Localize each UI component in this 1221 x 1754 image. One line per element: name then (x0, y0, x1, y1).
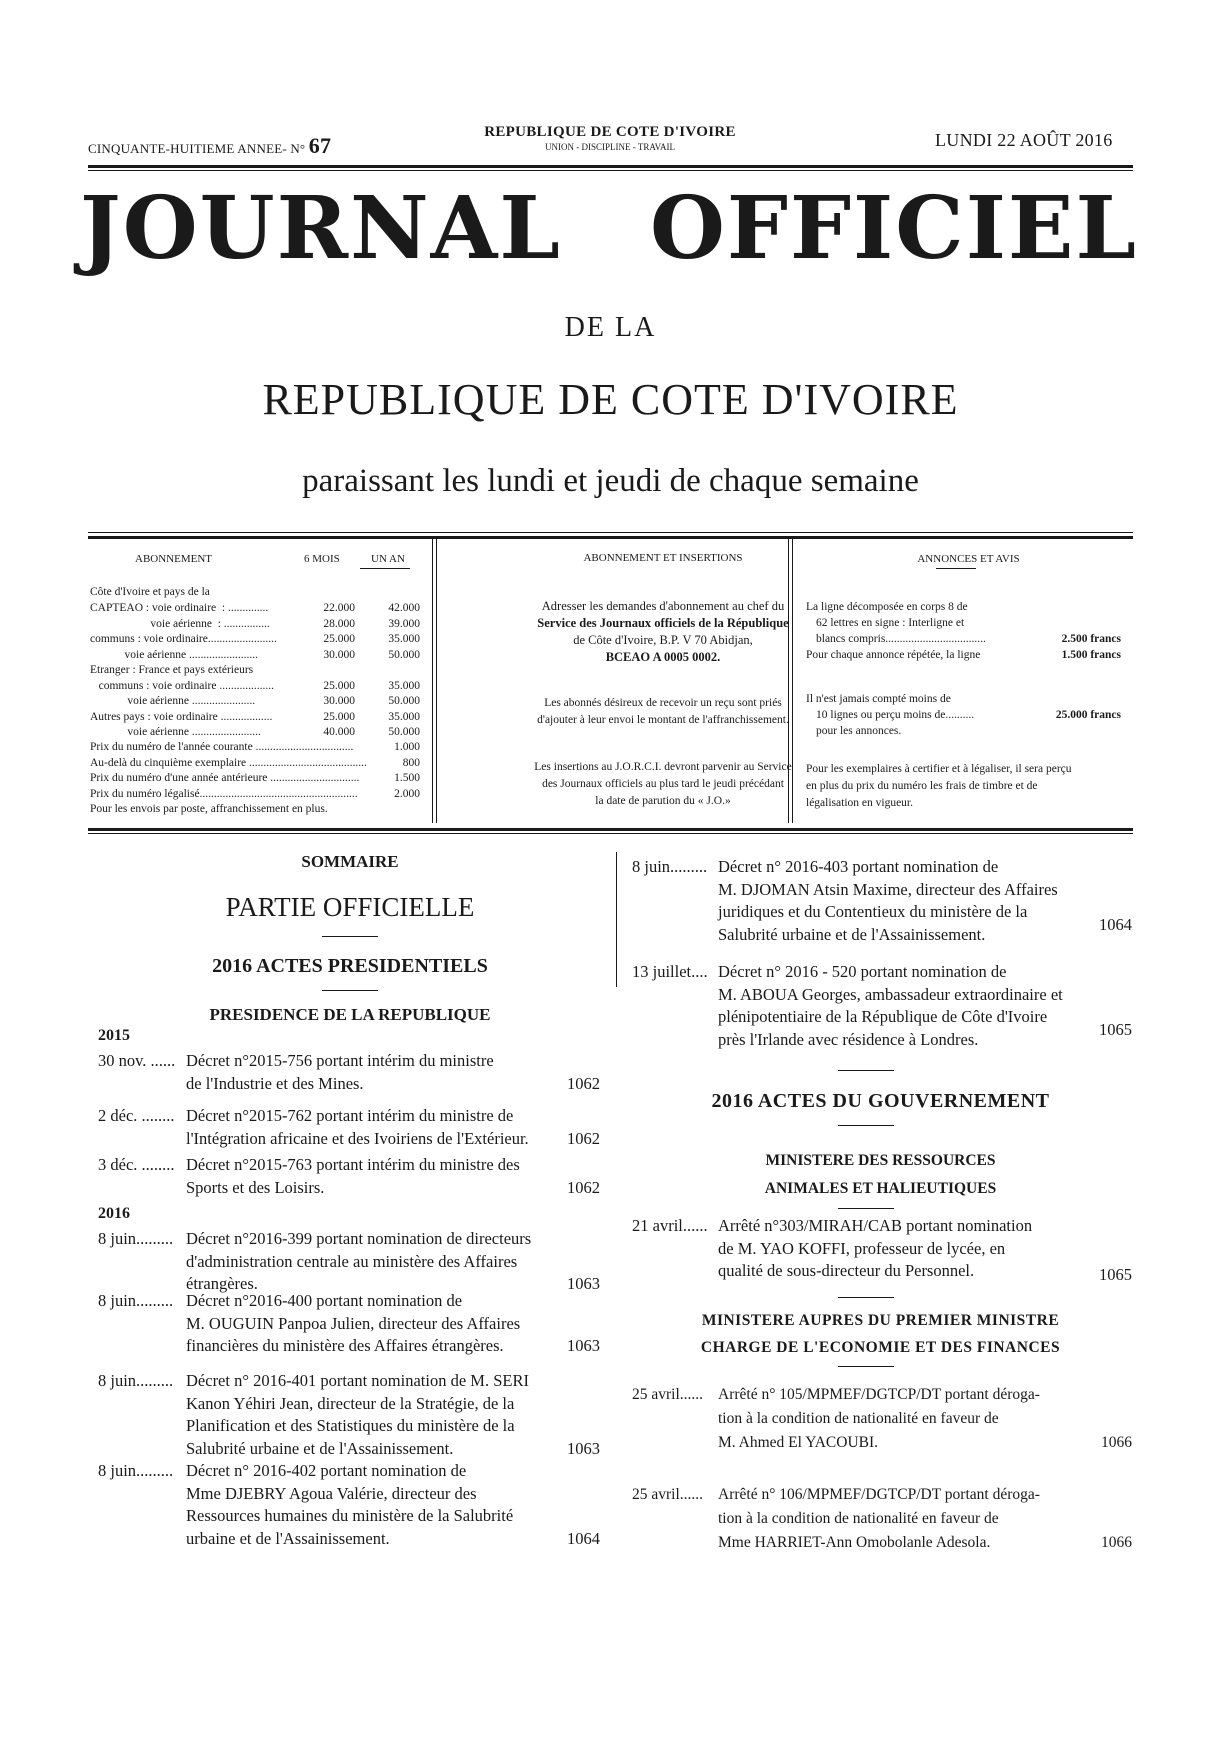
rate-6mois: 25.000 (323, 633, 355, 645)
insertions-p1-d: BCEAO A 0005 0002. (605, 650, 721, 664)
subscription-box (90, 538, 1133, 828)
rate-label: communs : voie ordinaire........................ (90, 633, 277, 645)
entry-page: 1066 (1101, 1534, 1132, 1551)
entry-line: Décret n°2016-400 portant nomination de (186, 1291, 463, 1310)
rate-label: voie aérienne ...................... (90, 695, 256, 707)
box-separator-2 (788, 538, 793, 823)
insertions-p3-b: des Journaux officiels au plus tard le jeudi précédant (542, 778, 784, 790)
entry-page: 1063 (567, 1336, 600, 1355)
rate-6mois: 22.000 (323, 602, 355, 614)
entry-text (186, 1290, 546, 1358)
entry-date: 8 juin......... (98, 1461, 174, 1480)
entry-date: 3 déc. ........ (98, 1155, 175, 1174)
entry-line: de M. YAO KOFFI, professeur de lycée, en (718, 1238, 1006, 1258)
entry-date: 25 avril...... (632, 1486, 704, 1503)
box-bottom-rule (88, 828, 1133, 831)
entry-page: 1063 (567, 1438, 600, 1458)
annonce-l6: 10 lignes ou perçu moins de.......... (816, 709, 975, 721)
masthead-parution: paraissant les lundi et jeudi de chaque semaine (302, 463, 919, 499)
rate-unan: 35.000 (388, 679, 420, 692)
entry-line: près l'Irlande avec résidence à Londres. (718, 1029, 979, 1049)
insertions-p2-a: Les abonnés désireux de recevoir un reçu sont priés (544, 697, 782, 709)
insertions-p1-c: de Côte d'Ivoire, B.P. V 70 Abidjan, (573, 633, 753, 647)
header-center (430, 124, 790, 152)
edition-label: CINQUANTE-HUITIEME ANNEE- N° (88, 141, 306, 156)
header-rule-thin (88, 170, 1133, 171)
min2-rule (838, 1366, 894, 1367)
rate-label: Autres pays : voie ordinaire .................. (90, 710, 273, 723)
entry-line: M. ABOUA Georges, ambassadeur extraordinaire et (718, 984, 1063, 1004)
entry-line: étrangères. (186, 1274, 258, 1293)
masthead-de-la: DE LA (564, 312, 657, 343)
entry-text (186, 1154, 546, 1199)
entry-line: Kanon Yéhiri Jean, directeur de la Stratégie, de la (186, 1393, 515, 1413)
ministere-economie-b: CHARGE DE L'ECONOMIE ET DES FINANCES (700, 1339, 1061, 1356)
header-rule (88, 165, 1133, 168)
year-2016: 2016 (98, 1205, 130, 1222)
issue-date: LUNDI 22 AOÛT 2016 (935, 130, 1113, 150)
rate-6mois: 25.000 (323, 710, 355, 723)
annonces-column (806, 538, 1131, 828)
annonce-l4: Pour chaque annonce répétée, la ligne (806, 649, 981, 661)
insertions-p3-c: la date de parution du « J.O.» (595, 795, 731, 807)
box-bottom-rule-thin (88, 833, 1133, 834)
actes-gouv-top-rule (838, 1070, 894, 1071)
price-label: Prix du numéro d'une année antérieure ............................... (90, 772, 360, 784)
entry-page: 1064 (567, 1528, 600, 1548)
entry-line: Ressources humaines du ministère de la Salubrité (186, 1506, 514, 1525)
entry-line: urbaine et de l'Assainissement. (186, 1528, 390, 1548)
presidence: PRESIDENCE DE LA REPUBLIQUE (209, 1005, 491, 1024)
entry-line: Mme HARRIET-Ann Omobolanle Adesola. (718, 1534, 991, 1551)
insertions-p3-a: Les insertions au J.O.R.C.I. devront parvenir au Service (534, 761, 792, 773)
rates-intro: Côte d'Ivoire et pays de la (90, 586, 210, 598)
entry-line: qualité de sous-directeur du Personnel. (718, 1261, 975, 1280)
price-value: 800 (402, 756, 420, 769)
entry-line: de l'Industrie et des Mines. (186, 1073, 364, 1093)
box-separator-1 (432, 538, 437, 823)
entry-text (186, 1228, 546, 1296)
entry-text (718, 1383, 1098, 1455)
rate-label: communs : voie ordinaire ................... (90, 679, 274, 692)
partie-rule (322, 936, 378, 937)
entry-text (718, 1483, 1098, 1555)
rate-6mois: 30.000 (323, 695, 355, 707)
rates-column (90, 538, 422, 828)
entry-line: d'administration centrale au ministère des Affaires (186, 1251, 518, 1271)
annonce-l9: en plus du prix du numéro les frais de timbre et de (806, 780, 1038, 792)
masthead-republique: REPUBLIQUE DE COTE D'IVOIRE (262, 375, 959, 424)
insertions-p1-b: Service des Journaux officiels de la République (537, 616, 789, 630)
ministere-ressources-b: ANIMALES ET HALIEUTIQUES (764, 1180, 997, 1197)
entry-text (186, 1460, 546, 1550)
entry-line: Décret n°2016-399 portant nomination de directeurs (186, 1229, 532, 1248)
edition-info (88, 133, 331, 159)
entry-line: Salubrité urbaine et de l'Assainissement. (718, 924, 986, 944)
price-value: 1.500 (394, 772, 420, 784)
actes-pres-rule (322, 990, 378, 991)
annonce-l7: pour les annonces. (816, 725, 902, 737)
entry-line: l'Intégration africaine et des Ivoiriens de l'Extérieur. (186, 1128, 529, 1148)
toc-entry (632, 1383, 1132, 1455)
actes-gouv-rule (838, 1125, 894, 1126)
partie-officielle: PARTIE OFFICIELLE (225, 892, 475, 922)
ministere-ressources-a: MINISTERE DES RESSOURCES (765, 1152, 996, 1169)
annonce-l3: blancs compris................................... (816, 633, 986, 645)
entry-line: M. DJOMAN Atsin Maxime, directeur des Affaires (718, 879, 1058, 899)
insertions-head: ABONNEMENT ET INSERTIONS (583, 552, 743, 564)
entry-line: tion à la condition de nationalité en faveur de (718, 1510, 999, 1527)
entry-line: Arrêté n°303/MIRAH/CAB portant nomination (718, 1216, 1033, 1235)
entry-line: Décret n° 2016-401 portant nomination de M. SERI (186, 1371, 529, 1390)
entry-date: 21 avril...... (632, 1216, 708, 1235)
price-label: Prix du numéro légalisé....................................................... (90, 787, 358, 800)
entry-page: 1062 (567, 1128, 600, 1148)
toc-entry (98, 1460, 600, 1556)
rate-label: voie aérienne ........................ (90, 648, 258, 661)
header-motto: UNION - DISCIPLINE - TRAVAIL (545, 142, 675, 152)
min1-rule (838, 1208, 894, 1209)
unan-underline (360, 568, 410, 569)
rate-6mois: 40.000 (323, 726, 355, 738)
entry-text (186, 1050, 546, 1095)
entry-date: 25 avril...... (632, 1386, 704, 1403)
annonce-l1: La ligne décomposée en corps 8 de (806, 601, 968, 613)
entry-date: 8 juin......... (98, 1291, 174, 1310)
min2-top-rule (838, 1297, 894, 1298)
entry-line: Décret n° 2016-403 portant nomination de (718, 857, 999, 876)
masthead-word-officiel: OFFICIEL (650, 178, 1138, 279)
annonces-head: ANNONCES ET AVIS (917, 553, 1020, 565)
entry-text (718, 961, 1088, 1051)
annonce-l8: Pour les exemplaires à certifier et à légaliser, il sera perçu (806, 763, 1072, 775)
entry-date: 8 juin......... (98, 1371, 174, 1390)
entry-page: 1066 (1101, 1434, 1132, 1451)
entry-line: Décret n°2015-756 portant intérim du ministre (186, 1051, 494, 1070)
price-label: Au-delà du cinquième exemplaire ......................................... (90, 756, 367, 769)
price-label: Prix du numéro de l'année courante .................................. (90, 741, 354, 753)
column-divider (616, 852, 617, 987)
insertions-p1-a: Adresser les demandes d'abonnement au chef du (541, 599, 785, 613)
annonce-l6-price: 25.000 francs (1055, 709, 1121, 721)
entry-page: 1062 (567, 1073, 600, 1093)
year-2015: 2015 (98, 1027, 130, 1044)
rate-unan: 35.000 (388, 710, 420, 723)
rate-label: CAPTEAO : voie ordinaire : .............. (90, 602, 269, 614)
masthead-title (80, 178, 1140, 279)
actes-gouvernement: 2016 ACTES DU GOUVERNEMENT (711, 1090, 1050, 1112)
rate-label: voie aérienne ........................ (90, 726, 261, 738)
entry-line: financières du ministère des Affaires étrangères. (186, 1336, 504, 1355)
entry-line: tion à la condition de nationalité en faveur de (718, 1410, 999, 1427)
toc-entry (632, 856, 1132, 952)
annonces-underline (936, 568, 976, 569)
rate-label: Etranger : France et pays extérieurs (90, 664, 254, 676)
entry-line: juridiques et du Contentieux du ministère de la (718, 902, 1028, 921)
entry-date: 2 déc. ........ (98, 1106, 175, 1125)
entry-line: Mme DJEBRY Agoua Valérie, directeur des (186, 1483, 477, 1503)
header-country: REPUBLIQUE DE COTE D'IVOIRE (484, 124, 736, 140)
entry-date: 8 juin......... (98, 1229, 174, 1248)
toc-entry (632, 961, 1132, 1057)
rate-6mois: 25.000 (323, 679, 355, 692)
price-value: 2.000 (394, 787, 420, 800)
rates-footer: Pour les envois par poste, affranchissement en plus. (90, 803, 328, 815)
rate-label: voie aérienne : ................ (90, 617, 270, 630)
entry-date: 30 nov. ...... (98, 1051, 176, 1070)
entry-page: 1065 (1099, 1019, 1132, 1039)
entry-page: 1064 (1099, 914, 1132, 934)
rate-unan: 39.000 (388, 617, 420, 630)
toc-entry (632, 1215, 1132, 1287)
entry-date: 13 juillet.... (632, 962, 708, 981)
rate-6mois: 28.000 (323, 617, 355, 630)
masthead-word-journal: JOURNAL (80, 178, 562, 279)
entry-text (718, 856, 1088, 946)
entry-page: 1065 (1099, 1265, 1132, 1284)
entry-page: 1063 (567, 1274, 600, 1293)
annonce-l10: légalisation en vigueur. (806, 797, 913, 809)
rate-6mois: 30.000 (323, 648, 355, 661)
entry-line: Sports et des Loisirs. (186, 1177, 325, 1197)
entry-text (186, 1105, 546, 1150)
rate-unan: 35.000 (388, 633, 420, 645)
actes-presidentiels: 2016 ACTES PRESIDENTIELS (212, 955, 488, 977)
entry-line: Arrêté n° 105/MPMEF/DGTCP/DT portant déroga- (718, 1386, 1040, 1403)
annonce-l5: Il n'est jamais compté moins de (806, 693, 951, 705)
entry-date: 8 juin......... (632, 857, 708, 876)
ministere-economie-a: MINISTERE AUPRES DU PREMIER MINISTRE (701, 1312, 1060, 1329)
price-value: 1.000 (394, 741, 420, 753)
insertions-p2-b: d'ajouter à leur envoi le montant de l'affranchissement. (537, 714, 789, 726)
annonce-l3-price: 2.500 francs (1061, 633, 1121, 645)
annonce-l4-price: 1.500 francs (1061, 649, 1121, 661)
rate-unan: 50.000 (388, 695, 420, 707)
entry-line: M. OUGUIN Panpoa Julien, directeur des Affaires (186, 1313, 521, 1333)
box-top-rule-thin (88, 532, 1133, 533)
entry-line: Planification et des Statistiques du ministère de la (186, 1416, 515, 1435)
annonce-l2: 62 lettres en signe : Interligne et (816, 617, 965, 629)
entry-line: M. Ahmed El YACOUBI. (718, 1434, 879, 1451)
entry-text (186, 1370, 546, 1460)
entry-line: Décret n° 2016 - 520 portant nomination de (718, 962, 1007, 981)
issue-number: 67 (308, 133, 332, 158)
entry-text (718, 1215, 1098, 1283)
sommaire-title: SOMMAIRE (301, 852, 399, 871)
toc-entry (632, 1483, 1132, 1555)
toc-entry (98, 1370, 600, 1466)
rates-head-unan: UN AN (371, 553, 405, 565)
rates-head-abonnement: ABONNEMENT (135, 553, 212, 565)
rate-unan: 42.000 (388, 602, 420, 614)
entry-line: Décret n° 2016-402 portant nomination de (186, 1461, 467, 1480)
entry-line: Salubrité urbaine et de l'Assainissement. (186, 1438, 454, 1458)
entry-line: Arrêté n° 106/MPMEF/DGTCP/DT portant déroga- (718, 1486, 1040, 1503)
rate-unan: 50.000 (388, 726, 420, 738)
rates-head-6mois: 6 MOIS (304, 553, 340, 565)
rate-unan: 50.000 (388, 648, 420, 661)
entry-line: Décret n°2015-763 portant intérim du ministre des (186, 1155, 520, 1174)
entry-line: Décret n°2015-762 portant intérim du ministre de (186, 1106, 514, 1125)
entry-page: 1062 (567, 1177, 600, 1197)
entry-line: plénipotentiaire de la République de Côte d'Ivoire (718, 1007, 1048, 1026)
